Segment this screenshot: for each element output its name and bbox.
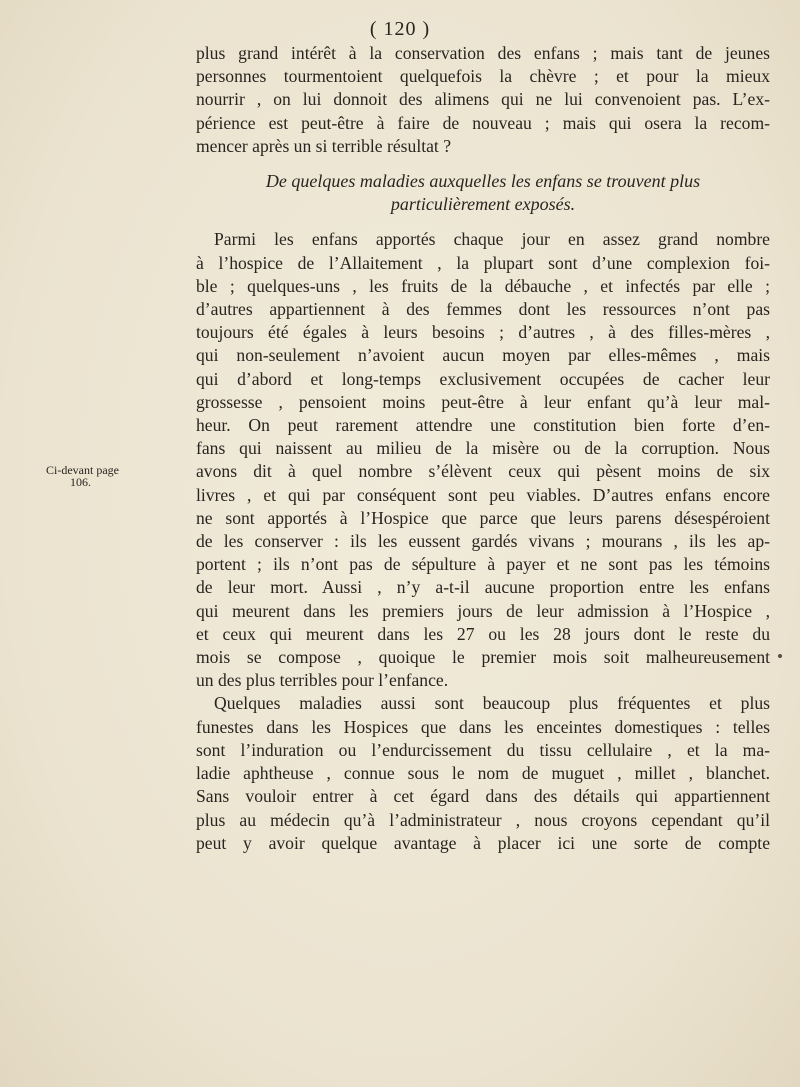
page-number: ( 120 ) xyxy=(369,18,431,40)
text-line: qui meurent dans les premiers jours de leur admission à l’Hospice , xyxy=(196,600,770,621)
margin-note-line: Ci-devant page xyxy=(46,463,119,477)
text-line: Quelques maladies aussi sont beaucoup plus fréquentes et plus xyxy=(214,693,770,714)
text-line: qui non-seulement n’avoient aucun moyen par elles-mêmes , mais xyxy=(196,345,770,366)
text-line: un des plus terribles pour l’enfance. xyxy=(196,670,449,691)
opening-paragraph xyxy=(196,42,770,158)
text-line: qui d’abord et long-temps exclusivement occupées de cacher leur xyxy=(196,368,770,389)
text-line: Sans vouloir entrer à cet égard dans des détails qui appartiennent xyxy=(196,786,770,807)
margin-note xyxy=(46,464,196,488)
text-line: nourrir , on lui donnoit des alimens qui ne lui convenoient pas. L’ex- xyxy=(196,89,770,110)
text-line: livres , et qui par conséquent sont peu viables. D’autres enfans encore xyxy=(196,484,770,505)
text-line: personnes tourmentoient quelquefois la chèvre ; et pour la mieux xyxy=(196,66,770,87)
text-line: à l’hospice de l’Allaitement , la plupart sont d’une complexion foi- xyxy=(196,252,770,273)
text-line: avons dit à quel nombre s’élèvent ceux qui pèsent moins de six xyxy=(196,461,770,482)
heading-line: De quelques maladies auxquelles les enfans se trouvent plus xyxy=(265,171,701,192)
text-line: mencer après un si terrible résultat ? xyxy=(196,135,451,156)
text-line: ladie aphtheuse , connue sous le nom de muguet , millet , blanchet. xyxy=(196,763,770,784)
text-line: périence est peut-être à faire de nouveau ; mais qui osera la recom- xyxy=(196,112,770,133)
text-line: plus grand intérêt à la conservation des enfans ; mais tant de jeunes xyxy=(196,43,770,63)
text-line: de leur mort. Aussi , n’y a-t-il aucune proportion entre les enfans xyxy=(196,577,770,598)
text-line: fans qui naissent au milieu de la misère ou de la corruption. Nous xyxy=(196,438,770,459)
text-line: d’autres appartiennent à des femmes dont les ressources n’ont pas xyxy=(196,299,770,320)
section-heading xyxy=(196,170,770,216)
paragraph-2 xyxy=(196,692,770,854)
text-line: Parmi les enfans apportés chaque jour en assez grand nombre xyxy=(214,229,770,250)
text-line: et ceux qui meurent dans les 27 ou les 28 jours dont le reste du xyxy=(196,623,770,644)
text-line: mois se compose , quoique le premier mois soit malheureusement xyxy=(196,647,770,668)
text-line: grossesse , pensoient moins peut-être à leur enfant qu’à leur mal- xyxy=(196,391,770,412)
margin-note-line: 106. xyxy=(70,475,91,489)
paragraph-1 xyxy=(196,228,770,692)
text-line: ble ; quelques-uns , les fruits de la débauche , et infectés par elle ; xyxy=(196,275,770,296)
text-line: toujours été égales à leurs besoins ; d’autres , à des filles-mères , xyxy=(196,322,770,343)
text-line: de les conserver : ils les eussent gardés vivans ; mourans , ils les ap- xyxy=(196,531,770,552)
text-line: portent ; ils n’ont pas de sépulture à payer et ne sont pas les témoins xyxy=(196,554,770,575)
text-line: plus au médecin qu’à l’administrateur , nous croyons cependant qu’il xyxy=(196,809,770,830)
text-line: heur. On peut rarement attendre une constitution bien forte d’en- xyxy=(196,415,770,436)
heading-line: particulièrement exposés. xyxy=(390,194,576,215)
text-line: ne sont apportés à l’Hospice que parce que leurs parens désespéroient xyxy=(196,507,770,528)
text-line: funestes dans les Hospices que dans les enceintes domestiques : telles xyxy=(196,716,770,737)
ink-mark xyxy=(778,654,782,658)
text-line: peut y avoir quelque avantage à placer ici une sorte de compte xyxy=(196,832,770,853)
text-line: sont l’induration ou l’endurcissement du tissu cellulaire , et la ma- xyxy=(196,739,770,760)
body-text xyxy=(196,42,770,855)
